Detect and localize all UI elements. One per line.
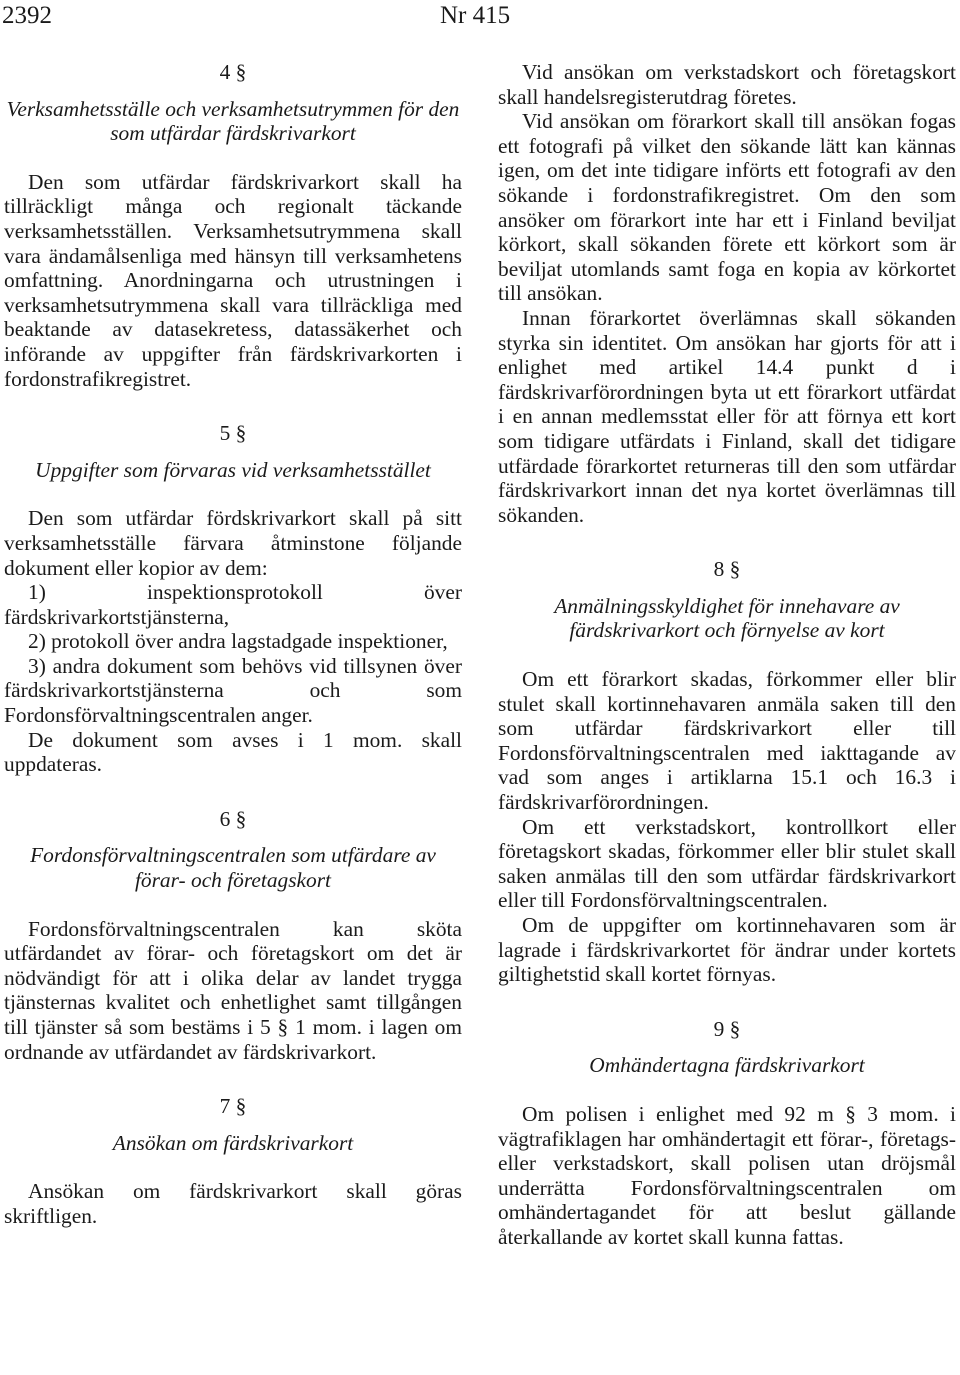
- section-8-paragraph-3: Om de uppgifter om kortinnehavaren som är lagrade i färdskrivarkortet för ändrar under kortets giltighetstid skall kortet förnyas.: [498, 913, 956, 987]
- section-7-paragraph-2: Vid ansökan om verkstadskort och företagskort skall handelsregisterutdrag företes.: [498, 60, 956, 109]
- section-6-number: 6 §: [219, 806, 247, 831]
- section-7-title: Ansökan om färdskrivarkort: [112, 1130, 354, 1155]
- section-6-paragraph: Fordonsförvaltningscentralen kan sköta utfärdandet av förar- och företagskort om det är nödvändigt för att i olika delar av landet trygga tjänsternas kvalitet och enhetlighet samt tillgången till tjänster så som bestäms i 5 § 1 mom. i lagen om ordnande av utfärdandet av färdskrivarkort.: [4, 916, 462, 1064]
- section-5-paragraph-2: De dokument som avses i 1 mom. skall uppdateras.: [4, 727, 462, 777]
- section-7-paragraph-4: Innan förarkortet överlämnas skall sökanden styrka sin identitet. Om ansökan har gjorts för att i enlighet med artikel 14.4 punkt d i färdskrivarförordningen byta ut ett förarkort utfärdat i en annan medlemsstat eller för att förnya ett kort som tidigare utfärdats i Finland, skall det tidigare utfärdade förarkortet returneras till den som utfärdar färdskrivarkort innan det nya kortet överlämnas till sökanden.: [498, 305, 956, 527]
- section-5-item-1: 1) inspektionsprotokoll över färdskrivarkortstjänsterna,: [4, 580, 462, 629]
- section-9-number: 9 §: [713, 1016, 741, 1041]
- section-7-number: 7 §: [219, 1094, 247, 1119]
- section-4-number: 4 §: [219, 60, 247, 84]
- section-5-item-3: 3) andra dokument som behövs vid tillsynen över färdskrivarkortstjänsterna och som Fordonsförvaltningscentralen anger.: [4, 653, 462, 728]
- section-5-number: 5 §: [219, 421, 247, 446]
- section-8-number: 8 §: [713, 557, 741, 582]
- left-column: [4, 60, 462, 1229]
- page-number: 2392: [2, 2, 52, 29]
- section-9-paragraph: Om polisen i enlighet med 92 m § 3 mom. i vägtrafiklagen har omhändertagit ett förar-, företags- eller verkstadskort, skall polisen utan dröjsmål underrätta Fordonsförvaltningscentralen om omhändertagandet för att beslut gällande återkallande av kortet skall kunna fattas.: [498, 1101, 956, 1249]
- section-5-title: Uppgifter som förvaras vid verksamhetsstället: [35, 457, 431, 482]
- section-9-title: Omhändertagna färdskrivarkort: [589, 1053, 865, 1078]
- section-4-paragraph: Den som utfärdar färdskrivarkort skall ha tillräckligt många och regionalt täckande verksamhetsställen. Verksamhetsutrymmena skall vara ändamålsenliga med hänsyn till verksamhetens omfattning. Anordningarna och utrustningen i verksamhetsutrymmena skall vara tillräckliga med beaktande av datasekretess, datassäkerhet och införande av uppgifter från färdskrivarkorten i fordonstrafikregistret.: [4, 169, 462, 391]
- section-8-title: Anmälningsskyldighet för innehavare av färdskrivarkort och förnyelse av kort: [554, 593, 900, 643]
- section-6-title: Fordonsförvaltningscentralen som utfärdare av förar- och företagskort: [30, 843, 436, 893]
- section-8-paragraph-2: Om ett verkstadskort, kontrollkort eller företagskort skadas, förkommer eller blir stulet skall saken anmälas till den som utfärdar färdskrivarkort eller till Fordonsförvaltningscentralen.: [498, 814, 956, 913]
- section-5-item-2: 2) protokoll över andra lagstadgade inspektioner,: [28, 629, 448, 654]
- section-4-title: Verksamhetsställe och verksamhetsutrymmen för den som utfärdar färdskrivarkort: [6, 96, 460, 146]
- issue-number: Nr 415: [440, 2, 511, 29]
- section-7-paragraph-1: Ansökan om färdskrivarkort skall göras skriftligen.: [4, 1179, 462, 1228]
- section-7-paragraph-3: Vid ansökan om förarkort skall till ansökan fogas ett fotografi på vilket den sökande lätt kan kännas igen, om det inte tidigare införts ett fotografi av den sökande i fordonstrafikregistret. Om den som ansöker om förarkort inte har ett i Finland beviljat körkort, skall sökanden förete ett körkort som är beviljat utomlands samt foga en kopia av körkortet till ansökan.: [498, 109, 956, 306]
- section-5-paragraph-1: Den som utfärdar fördskrivarkort skall på sitt verksamhetsställe färvara åtminstone följande dokument eller kopior av dem:: [4, 506, 462, 580]
- section-8-paragraph-1: Om ett förarkort skadas, förkommer eller blir stulet skall kortinnehavaren anmäla saken till den som utfärdar färdskrivarkort eller till Fordonsförvaltningscentralen med iakttagande av vad som anges i artiklarna 15.1 och 16.3 i färdskrivarförordningen.: [498, 667, 956, 815]
- right-column: [498, 60, 956, 1250]
